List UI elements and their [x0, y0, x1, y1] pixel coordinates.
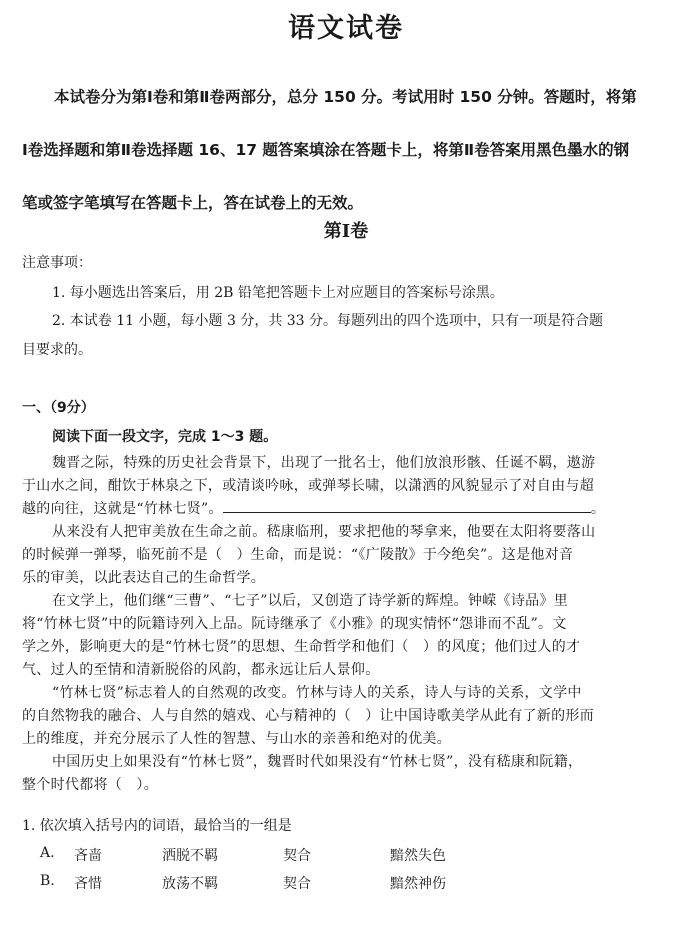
passage-line: 将“竹林七贤”中的阮籍诗列入上品。阮诗继承了《小雅》的现实情怀“怨诽而不乱”。文	[22, 616, 567, 632]
passage-line: 从来没有人把审美放在生命之前。嵇康临刑，要求把他的琴拿来，他要在太阳将要落山	[52, 524, 596, 540]
option-word: 放荡不羁	[162, 876, 218, 892]
option-letter: A.	[40, 845, 55, 861]
passage-line: 在文学上，他们继“三曹”、“七子”以后，又创造了诗学新的辉煌。钟嵘《诗品》里	[52, 593, 569, 609]
passage-line: 气、过人的至情和清新脱俗的风韵，都永远让后人景仰。	[22, 662, 380, 678]
option-word: 洒脱不羁	[162, 848, 218, 864]
notice-item-2: 2. 本试卷 11 小题，每小题 3 分，共 33 分。每题列出的四个选项中，只有一项是符合题	[52, 313, 604, 329]
option-word: 契合	[283, 876, 311, 892]
answer-blank	[223, 499, 591, 513]
notice-heading: 注意事项：	[22, 255, 92, 271]
option-word: 契合	[283, 848, 311, 864]
instruction-line: 本试卷分为第Ⅰ卷和第Ⅱ卷两部分，总分 150 分。考试用时 150 分钟。答题时，将第	[54, 88, 637, 106]
passage-line: 的时候弹一弹琴，临死前不是（ ）生命，而是说：“《广陵散》于今绝矣”。这是他对音	[22, 547, 574, 563]
passage-line: 中国历史上如果没有“竹林七贤”，魏晋时代如果没有“竹林七贤”，没有嵇康和阮籍，	[52, 754, 583, 770]
passage-line: 乐的审美，以此表达自己的生命哲学。	[22, 570, 266, 586]
passage-line: 魏晋之际，特殊的历史社会背景下，出现了一批名士，他们放浪形骸、任诞不羁，遨游	[52, 455, 596, 471]
option-letter: B.	[40, 873, 55, 889]
question-1-stem: 1. 依次填入括号内的词语，最恰当的一组是	[22, 818, 292, 834]
passage-line-with-blank: 越的向往，这就是“竹林七贤”。 。	[22, 501, 606, 517]
option-a[interactable]	[40, 845, 640, 873]
option-word: 吝啬	[74, 848, 102, 864]
passage-line: “竹林七贤”标志着人的自然观的改变。竹林与诗人的关系，诗人与诗的关系，文学中	[52, 685, 582, 701]
question-1-options	[40, 845, 640, 901]
exam-instructions	[22, 80, 672, 239]
reading-passage	[22, 452, 672, 797]
instruction-line: Ⅰ卷选择题和第Ⅱ卷选择题 16、17 题答案填涂在答题卡上，将第Ⅱ卷答案用黑色墨水的钢	[22, 141, 630, 159]
option-word: 黯然失色	[390, 848, 446, 864]
instruction-line: 笔或签字笔填写在答题卡上，答在试卷上的无效。	[22, 194, 364, 212]
part-title: 第Ⅰ卷	[323, 221, 369, 242]
passage-line: 上的维度，并充分展示了人性的智慧、与山水的亲善和绝对的优美。	[22, 731, 451, 747]
option-b[interactable]	[40, 873, 640, 901]
notice-item-1: 1. 每小题选出答案后，用 2B 铅笔把答题卡上对应题目的答案标号涂黑。	[52, 285, 504, 301]
option-word: 吝惜	[74, 876, 102, 892]
passage-line: 的自然物我的融合、人与自然的嬉戏、心与精神的（ ）让中国诗歌美学从此有了新的形而	[22, 708, 594, 724]
section-instruction: 阅读下面一段文字，完成 1～3 题。	[52, 429, 278, 445]
section-heading: 一、（9分）	[22, 400, 95, 416]
exam-title: 语文试卷	[288, 13, 404, 44]
passage-line: 于山水之间，酣饮于林泉之下，或清谈吟咏，或弹琴长啸，以潇洒的风貌显示了对自由与超	[22, 478, 594, 494]
passage-line: 整个时代都将（ ）。	[22, 777, 158, 793]
passage-line: 学之外，影响更大的是“竹林七贤”的思想、生命哲学和他们（ ）的风度；他们过人的才	[22, 639, 581, 655]
notice-item-2-cont: 目要求的。	[22, 342, 92, 358]
option-word: 黯然神伤	[390, 876, 446, 892]
